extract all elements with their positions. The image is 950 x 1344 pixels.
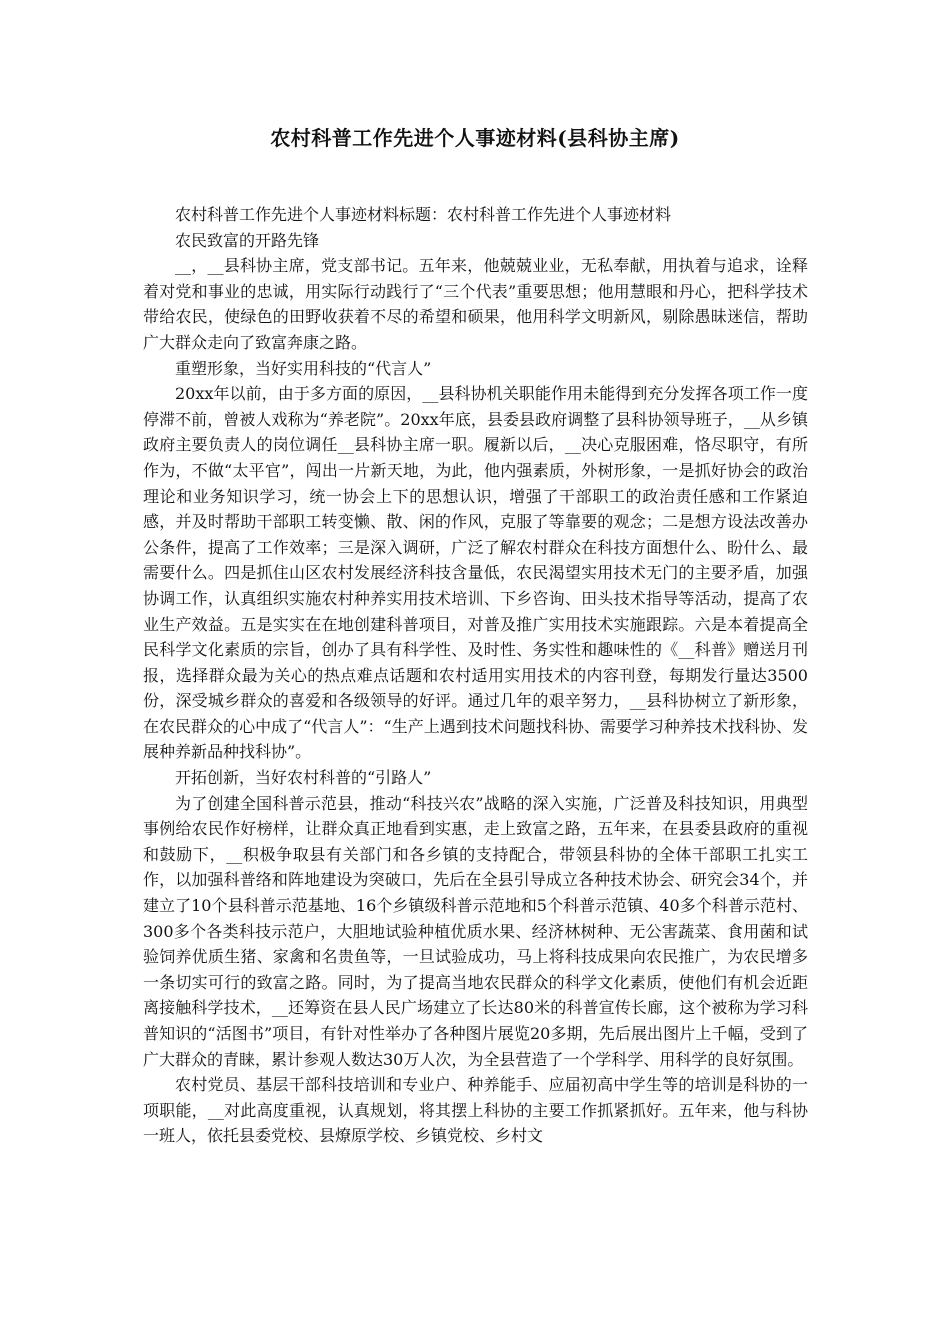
document-title: 农村科普工作先进个人事迹材料(县科协主席) — [270, 126, 680, 150]
section-heading-spokesperson: 重塑形象，当好实用科技的“代言人” — [175, 358, 432, 378]
paragraph-introduction: __，__县科协主席，党支部书记。五年来，他兢兢业业，无私奉献，用执着与追求，诠释着对党和事业的忠诚，用实际行动践行了“三个代表”重要思想；他用慧眼和丹心，把科学技术带给农民，使绿色的田野收获着不尽的希望和硕果，他用科学文明新风，剔除愚昧迷信，帮助广大群众走向了致富奔康之路。 — [143, 256, 808, 352]
section-heading-guide: 开拓创新，当好农村科普的“引路人” — [175, 768, 432, 788]
paragraph-reshaping-image: 20xx年以前，由于多方面的原因，__县科协机关职能作用未能得到充分发挥各项工作一度停滞不前，曾被人戏称为“养老院”。20xx年底，县委县政府调整了县科协领导班子，__从乡镇政府主要负责人的岗位调任__县科协主席一职。履新以后，__决心克服困难，恪尽职守，有所作为，不做“太平官”，闯出一片新天地，为此，他内强素质，外树形象，一是抓好协会的政治理论和业务知识学习，统一协会上下的思想认识，增强了干部职工的政治责任感和工作紧迫感，并及时帮助干部职工转变懒、散、闲的作风，克服了等靠要的观念；二是想方设法改善办公条件，提高了工作效率；三是深入调研，广泛了解农村群众在科技方面想什么、盼什么、最需要什么。四是抓住山区农村发展经济科技含量低，农民渴望实用技术无门的主要矛盾，加强协调工作，认真组织实施农村种养实用技术培训、下乡咨询、田头技术指导等活动，提高了农业生产效益。五是实实在在地创建科普项目，对普及推广实用技术实施跟踪。六是本着提高全民科学文化素质的宗旨，创办了具有科学性、及时性、务实性和趣味性的《__科普》赠送月刊报，选择群众最为关心的热点难点话题和农村适用实用技术的内容刊登，每期发行量达3500份，深受城乡群众的喜爱和各级领导的好评。通过几年的艰辛努力，__县科协树立了新形象，在农民群众的心中成了“代言人”：“生产上遇到技术问题找科协、需要学习种养技术找科协、发展种养新品种找科协”。 — [143, 384, 808, 762]
paragraph-subtitle: 农民致富的开路先锋 — [175, 230, 320, 250]
paragraph-training: 农村党员、基层干部科技培训和专业户、种养能手、应届初高中学生等的培训是科协的一项职能，__对此高度重视，认真规划，将其摆上科协的主要工作抓紧抓好。五年来，他与科协一班人，依托县委党校、县燎原学校、乡镇党校、乡村文 — [143, 1075, 808, 1146]
paragraph-pioneering-innovation: 为了创建全国科普示范县，推动“科技兴农”战略的深入实施，广泛普及科技知识，用典型事例给农民作好榜样，让群众真正地看到实惠，走上致富之路，五年来，在县委县政府的重视和鼓励下，__积极争取县有关部门和各乡镇的支持配合，带领县科协的全体干部职工扎实工作，以加强科普络和阵地建设为突破口，先后在全县引导成立各种技术协会、研究会34个，并建立了10个县科普示范基地、16个乡镇级科普示范地和5个科普示范镇、40多个科普示范村、300多个各类科技示范户，大胆地试验种植优质水果、经济林树种、无公害蔬菜、食用菌和试验饲养优质生猪、家禽和名贵鱼等，一旦试验成功，马上将科技成果向农民推广，为农民增多一条切实可行的致富之路。同时，为了提高当地农民群众的科学文化素质，使他们有机会近距离接触科学技术，__还筹资在县人民广场建立了长达80米的科普宣传长廊，这个被称为学习科普知识的“活图书”项目，有针对性举办了各种图片展览20多期，先后展出图片上千幅，受到了广大群众的青睐，累计参观人数达30万人次，为全县营造了一个学科学、用科学的良好氛围。 — [143, 793, 808, 1069]
document-body — [143, 202, 808, 1149]
paragraph-article-heading: 农村科普工作先进个人事迹材料标题：农村科普工作先进个人事迹材料 — [175, 205, 672, 224]
